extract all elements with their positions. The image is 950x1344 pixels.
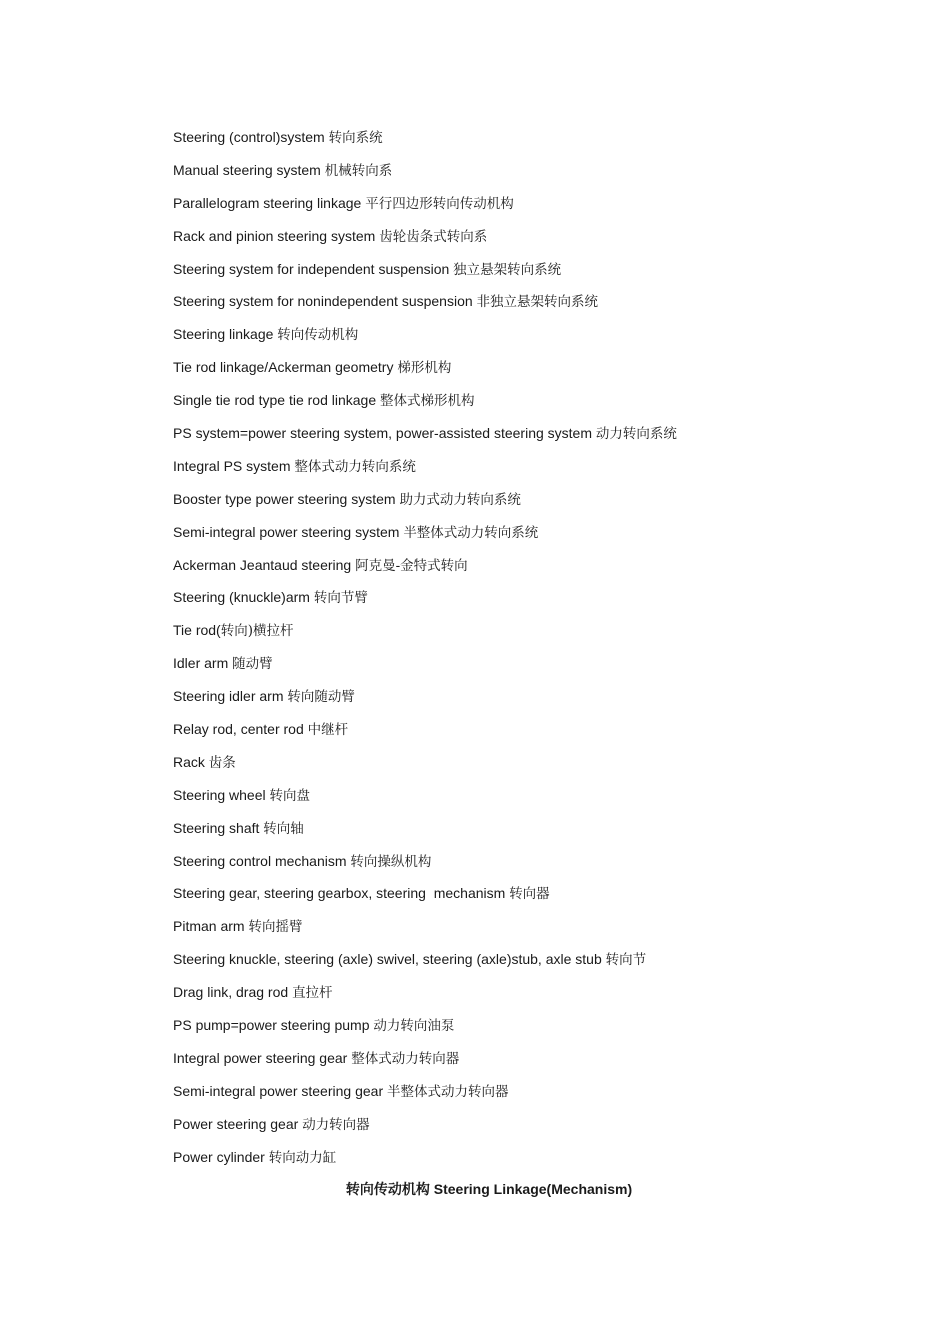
term-english: Steering linkage <box>173 326 278 343</box>
term-chinese: 齿轮齿条式转向系 <box>379 228 488 245</box>
term-item <box>173 783 873 816</box>
term-chinese: 随动臂 <box>232 656 273 673</box>
term-english: Tie rod linkage/Ackerman geometry <box>173 359 398 376</box>
term-chinese: 整体式动力转向系统 <box>294 458 416 475</box>
term-chinese: 转向系统 <box>328 130 383 146</box>
term-item <box>173 257 873 290</box>
term-item <box>173 553 873 586</box>
term-english: Steering idler arm <box>173 688 288 705</box>
term-item <box>173 980 873 1013</box>
term-chinese: 转向盘 <box>269 787 311 804</box>
term-chinese: 转向传动机构 <box>277 327 359 344</box>
term-item <box>173 191 873 224</box>
term-chinese: 半整体式动力转向器 <box>387 1083 509 1100</box>
term-chinese: 转向操纵机构 <box>350 853 432 870</box>
term-chinese: 转向)横拉杆 <box>220 623 294 640</box>
term-english: Power cylinder <box>173 1148 269 1165</box>
term-item <box>173 125 873 158</box>
term-english: Steering (knuckle)arm <box>173 589 314 606</box>
term-chinese: 整体式梯形机构 <box>380 393 475 410</box>
term-item <box>173 881 873 914</box>
term-item <box>173 1079 873 1112</box>
term-chinese: 转向节臂 <box>313 590 368 607</box>
term-english: Booster type power steering system <box>173 490 400 507</box>
term-item <box>173 454 873 487</box>
term-english: Single tie rod type tie rod linkage <box>173 392 381 409</box>
term-english: Steering system for independent suspension <box>173 260 454 277</box>
term-item <box>173 487 873 520</box>
term-item <box>173 158 873 191</box>
term-item <box>173 651 873 684</box>
term-english: Rack and pinion steering system <box>173 227 380 244</box>
term-item <box>173 618 873 651</box>
term-chinese: 转向随动臂 <box>287 689 355 706</box>
term-english: Steering (control)system <box>173 129 329 145</box>
term-item <box>173 750 873 783</box>
term-chinese: 整体式动力转向器 <box>351 1050 460 1067</box>
term-english: Idler arm <box>173 655 233 672</box>
term-item <box>173 224 873 257</box>
term-chinese: 动力转向系统 <box>595 426 677 443</box>
term-item <box>173 1013 873 1046</box>
term-english: Semi-integral power steering system <box>173 523 404 540</box>
term-chinese: 阿克曼-金特式转向 <box>355 557 468 574</box>
term-item <box>173 585 873 618</box>
section-heading: 转向传动机构 Steering Linkage(Mechanism) <box>345 1181 633 1197</box>
term-chinese: 直拉杆 <box>292 985 333 1002</box>
term-chinese: 转向轴 <box>263 820 304 837</box>
term-english: Drag link, drag rod <box>173 984 293 1001</box>
term-item <box>173 947 873 980</box>
term-english: Integral power steering gear <box>173 1049 352 1066</box>
term-english: Steering knuckle, steering (axle) swivel, steering (axle)stub, axle stub <box>173 951 606 968</box>
term-item <box>173 849 873 882</box>
term-english: Steering shaft <box>173 819 264 836</box>
term-item <box>173 289 873 322</box>
term-english: Pitman arm <box>173 918 249 935</box>
term-chinese: 梯形机构 <box>397 360 452 377</box>
term-item <box>173 816 873 849</box>
term-chinese: 动力转向油泵 <box>373 1018 455 1035</box>
term-item <box>173 520 873 553</box>
term-chinese: 平行四边形转向传动机构 <box>365 195 514 212</box>
term-english: Relay rod, center rod <box>173 721 308 738</box>
term-english: Power steering gear <box>173 1115 303 1132</box>
term-chinese: 动力转向器 <box>302 1116 370 1133</box>
term-item <box>173 388 873 421</box>
term-item <box>173 1046 873 1079</box>
term-english: Parallelogram steering linkage <box>173 194 366 211</box>
term-item <box>173 1145 873 1178</box>
term-english: Semi-integral power steering gear <box>173 1082 387 1099</box>
term-english: Steering gear, steering gearbox, steering mechanism <box>173 885 510 902</box>
term-item <box>173 421 873 454</box>
term-chinese: 中继杆 <box>307 722 349 739</box>
term-item <box>173 355 873 388</box>
term-item <box>173 1112 873 1145</box>
term-chinese: 转向器 <box>509 886 550 903</box>
term-item <box>173 684 873 717</box>
term-chinese: 齿条 <box>208 754 236 771</box>
term-english: Integral PS system <box>173 457 295 474</box>
term-english: PS pump=power steering pump <box>173 1017 374 1034</box>
term-chinese: 机械转向系 <box>324 162 393 179</box>
term-item <box>173 322 873 355</box>
term-english: PS system=power steering system, power-assisted steering system <box>173 425 596 442</box>
term-english: Steering control mechanism <box>173 852 351 869</box>
term-chinese: 独立悬架转向系统 <box>453 261 562 278</box>
term-chinese: 转向节 <box>605 952 647 969</box>
term-english: Ackerman Jeantaud steering <box>173 556 356 573</box>
term-chinese: 转向动力缸 <box>268 1149 337 1166</box>
term-english: Manual steering system <box>173 161 325 178</box>
term-english: Tie rod( <box>173 622 221 639</box>
term-english: Steering wheel <box>173 786 270 803</box>
term-chinese: 半整体式动力转向系统 <box>403 524 539 541</box>
term-list <box>173 125 873 1178</box>
term-english: Rack <box>173 753 209 770</box>
term-chinese: 非独立悬架转向系统 <box>476 294 599 311</box>
term-english: Steering system for nonindependent suspension <box>173 293 477 310</box>
term-item <box>173 914 873 947</box>
term-item <box>173 717 873 750</box>
term-chinese: 助力式动力转向系统 <box>399 491 521 508</box>
term-chinese: 转向摇臂 <box>248 919 303 936</box>
